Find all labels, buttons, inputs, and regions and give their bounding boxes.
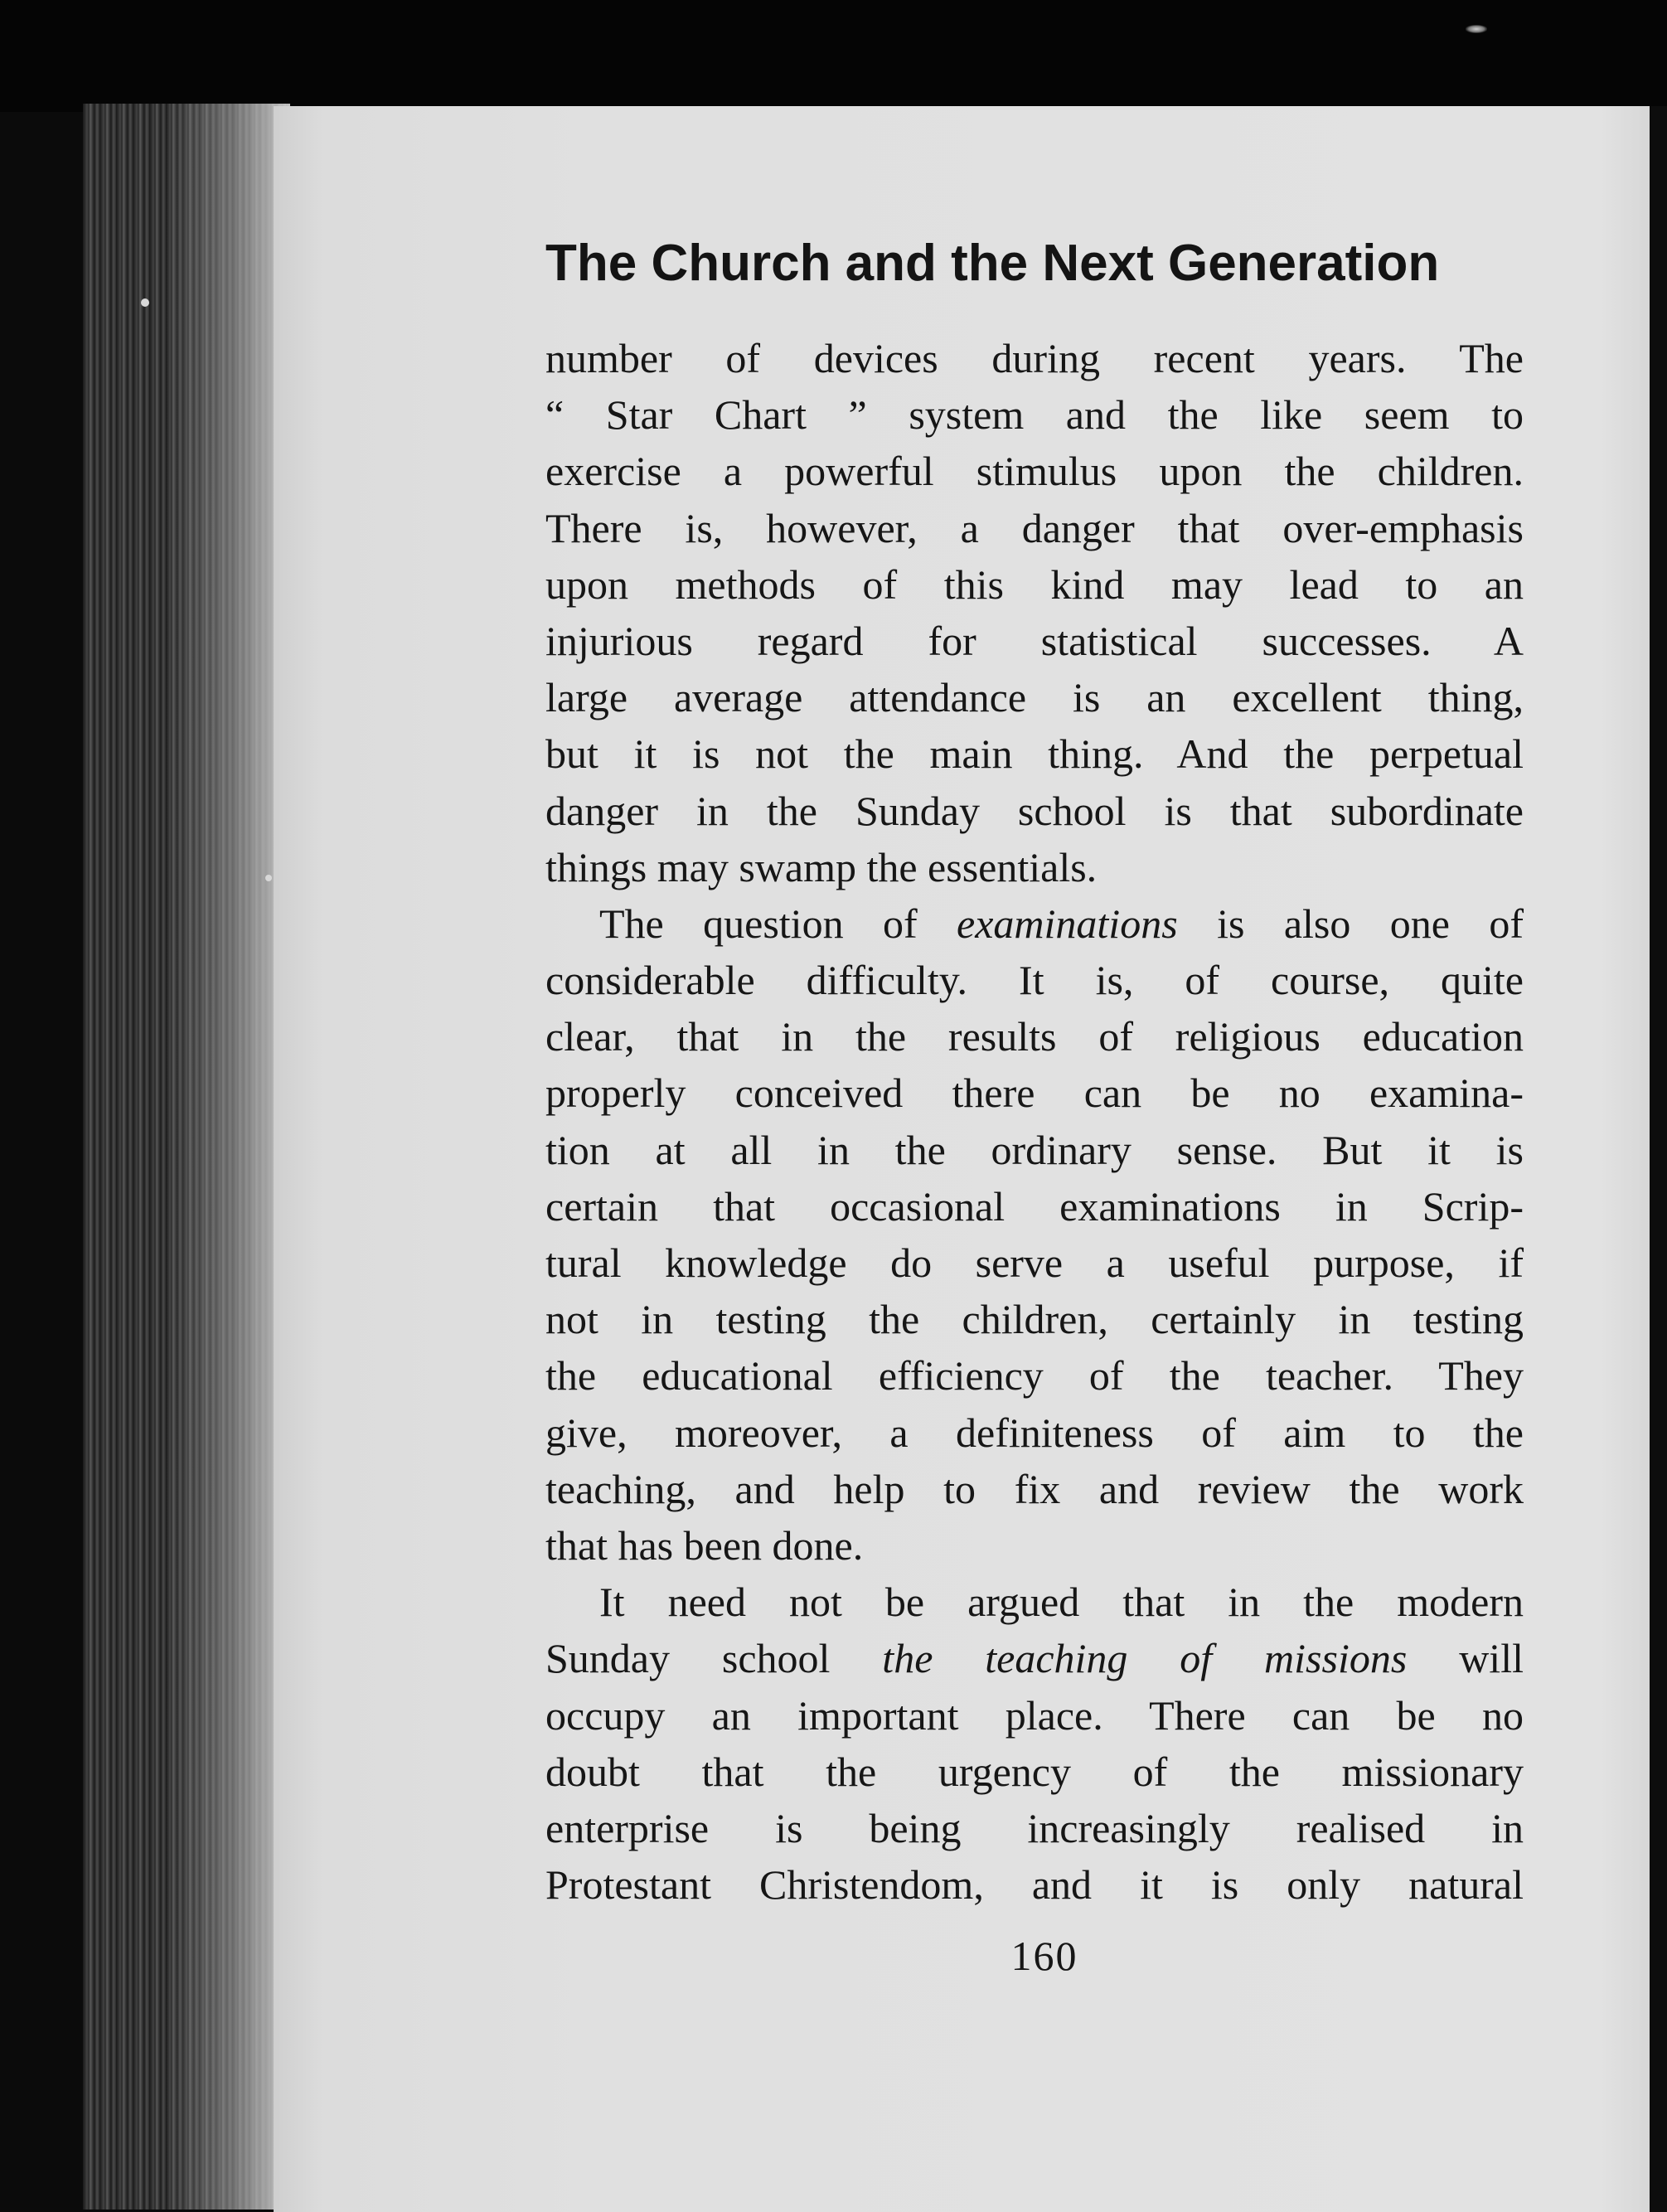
scan-background-right <box>1650 106 1667 2212</box>
text-run: but it is not the main thing. And the perpetual <box>545 730 1524 778</box>
text-run: It need not be argued that in the modern <box>599 1579 1524 1626</box>
book-page-edges-shading <box>166 104 290 2210</box>
text-line <box>545 1404 1524 1461</box>
text-run: Protestant Christendom, and it is only natural <box>545 1861 1524 1909</box>
text-run: The question of <box>599 900 957 947</box>
text-line <box>545 952 1524 1008</box>
text-line <box>545 1122 1524 1178</box>
text-run: occupy an important place. There can be no <box>545 1691 1524 1739</box>
spine-speck <box>265 875 272 881</box>
text-run: properly conceived there can be no examina- <box>545 1070 1524 1117</box>
text-line <box>545 1178 1524 1235</box>
text-line <box>545 1065 1524 1121</box>
text-run: Sunday school <box>545 1635 883 1682</box>
body-text <box>545 330 1524 1913</box>
text-line <box>545 839 1524 895</box>
text-run: number of devices during recent years. The <box>545 335 1524 381</box>
text-run: danger in the Sunday school is that subordinate <box>545 787 1524 834</box>
text-line <box>545 895 1524 952</box>
text-line <box>545 725 1524 782</box>
text-run: certain that occasional examinations in Scrip- <box>545 1182 1524 1230</box>
text-line <box>545 1574 1524 1630</box>
text-run: not in testing the children, certainly in testing <box>545 1296 1524 1343</box>
text-run: things may swamp the essentials. <box>545 843 1098 890</box>
scan-background-top <box>0 0 1667 112</box>
text-line <box>545 556 1524 613</box>
text-run: tural knowledge do serve a useful purpose, if <box>545 1239 1524 1286</box>
text-run: injurious regard for statistical successes. A <box>545 617 1524 664</box>
scan-artifact-mark <box>1466 25 1487 33</box>
text-line <box>545 1461 1524 1517</box>
text-line <box>545 1744 1524 1800</box>
italic-phrase: examinations <box>957 900 1178 947</box>
text-run: give, moreover, a definiteness of aim to the <box>545 1409 1524 1456</box>
text-run: clear, that in the results of religious education <box>545 1013 1524 1060</box>
text-run: is also one of <box>1177 900 1524 947</box>
page-number: 160 <box>1010 1933 1078 1979</box>
text-run: There is, however, a danger that over-emphasis <box>545 504 1524 551</box>
text-line <box>545 1517 1524 1574</box>
text-line <box>545 386 1524 443</box>
text-line <box>545 500 1524 556</box>
text-run: enterprise is being increasingly realised in <box>545 1804 1524 1851</box>
text-line <box>545 1347 1524 1404</box>
text-run: teaching, and help to fix and review the work <box>545 1465 1524 1512</box>
text-line <box>545 1008 1524 1065</box>
text-line <box>545 1235 1524 1291</box>
text-line <box>545 1800 1524 1856</box>
text-run: the educational efficiency of the teacher. They <box>545 1352 1524 1399</box>
spine-speck <box>141 298 149 307</box>
text-line <box>545 783 1524 839</box>
text-run: will <box>1407 1635 1524 1682</box>
text-line <box>545 1630 1524 1686</box>
text-run: that has been done. <box>545 1521 864 1569</box>
text-run: tion at all in the ordinary sense. But it is <box>545 1126 1524 1173</box>
running-head: The Church and the Next Generation <box>545 235 1440 292</box>
text-line <box>545 330 1524 386</box>
text-run: large average attendance is an excellent thing, <box>545 674 1524 721</box>
text-line <box>545 669 1524 725</box>
text-run: upon methods of this kind may lead to an <box>545 560 1524 608</box>
text-run: “ Star Chart ” system and the like seem to <box>545 391 1524 439</box>
text-line <box>545 1291 1524 1347</box>
text-run: exercise a powerful stimulus upon the children. <box>545 448 1524 495</box>
text-line <box>545 1687 1524 1744</box>
text-line <box>545 443 1524 499</box>
text-run: considerable difficulty. It is, of course, quite <box>545 957 1524 1004</box>
text-line <box>545 1856 1524 1913</box>
text-run: doubt that the urgency of the missionary <box>545 1748 1524 1795</box>
text-line <box>545 613 1524 669</box>
italic-phrase: the teaching of missions <box>882 1635 1408 1682</box>
